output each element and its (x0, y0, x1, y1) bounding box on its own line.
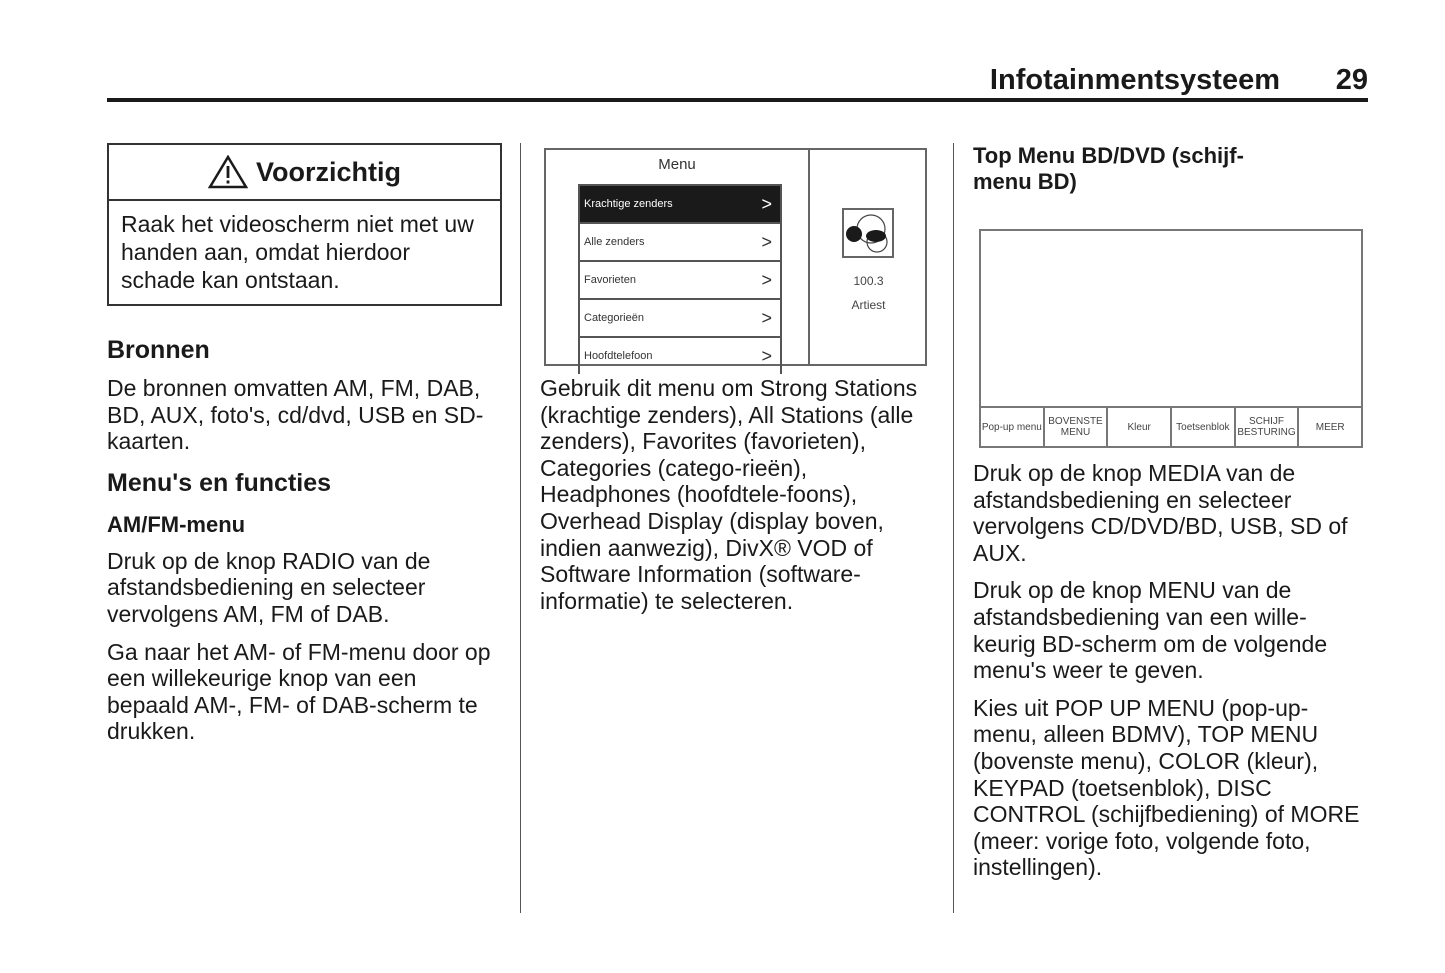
column-3 (973, 143, 1368, 881)
bronnen-paragraph: De bronnen omvatten AM, FM, DAB, BD, AUX, foto's, cd/dvd, USB en SD-kaarten. (107, 375, 484, 455)
menu-description-paragraph: Gebruik dit menu om Strong Stations (krachtige zenders), All Stations (alle zenders), Favorites (favorieten), Categories (catego-rieën), Headphones (hoofdtele-foons), Overhead Display (display boven, indien aanwezig), DivX® VOD of Software Information (software-informatie) te selecteren. (540, 375, 918, 614)
menu-item-categorieen[interactable]: Categorieën > (580, 298, 780, 336)
keypad-button[interactable]: Toetsenblok (1172, 408, 1236, 446)
column-1 (107, 143, 502, 745)
menu-item-favorieten[interactable]: Favorieten > (580, 260, 780, 298)
subheading-amfm: AM/FM-menu (107, 511, 246, 537)
chevron-right-icon: > (761, 345, 772, 366)
column-2 (540, 143, 930, 614)
album-art-icon (842, 208, 894, 258)
menu-item-krachtige-zenders[interactable]: Krachtige zenders > (580, 184, 780, 222)
column-divider (520, 143, 521, 913)
frequency-label: 100.3 (853, 274, 884, 288)
menu-item-alle-zenders[interactable]: Alle zenders > (580, 222, 780, 260)
media-paragraph: Druk op de knop MEDIA van de afstandsbediening en selecteer vervolgens CD/DVD/BD, USB, SD of AUX. (973, 460, 1348, 566)
popup-menu-button[interactable]: Pop-up menu (981, 408, 1045, 446)
more-button[interactable]: MEER (1315, 421, 1345, 433)
chevron-right-icon: > (761, 231, 772, 252)
amfm-paragraph-2: Ga naar het AM- of FM-menu door op een willekeurige knop van een bepaald AM-, FM- of DAB-scherm te drukken. (107, 638, 491, 745)
section-heading-menus: Menu's en functies (107, 468, 332, 497)
amfm-paragraph-1: Druk op de knop RADIO van de afstandsbediening en selecteer vervolgens AM, FM of DAB. (107, 547, 431, 627)
column-divider (953, 143, 954, 913)
section-heading-top-menu: Top Menu BD/DVD (schijf-menu BD) (973, 143, 1244, 194)
chapter-title: Infotainmentsysteem (989, 64, 1280, 96)
color-button[interactable]: Kleur (1108, 408, 1172, 446)
top-menu-button[interactable]: BOVENSTE MENU (1045, 408, 1109, 446)
menu-title: Menu (658, 156, 696, 173)
page-number: 29 (1335, 64, 1368, 96)
artist-label: Artiest (851, 298, 886, 312)
caution-header (109, 145, 500, 201)
chevron-right-icon: > (761, 307, 772, 328)
warning-triangle-icon (208, 155, 248, 189)
caution-text: Raak het videoscherm niet met uw handen aan, omdat hierdoor schade kan ontstaan. (121, 211, 474, 293)
screen-divider (808, 150, 810, 364)
chevron-right-icon: > (761, 269, 772, 290)
header-rule (107, 98, 1368, 102)
menu-item-hoofdtelefoon[interactable]: Hoofdtelefoon > (580, 336, 780, 374)
radio-menu-screen-illustration (544, 148, 927, 366)
chevron-right-icon: > (761, 193, 772, 214)
section-heading-bronnen: Bronnen (107, 336, 210, 364)
caution-box (107, 143, 502, 306)
page-header (107, 60, 1368, 102)
disc-control-button[interactable]: SCHIJF BESTURING (1236, 408, 1300, 446)
bd-menu-screen-illustration (979, 229, 1363, 448)
menu-paragraph: Druk op de knop MENU van de afstandsbediening van een wille-keurig BD-scherm om de volgende menu's weer te geven. (973, 577, 1328, 684)
options-paragraph: Kies uit POP UP MENU (pop-up-menu, alleen BDMV), TOP MENU (bovenste menu), COLOR (kleur), KEYPAD (toetsenblok), DISC CONTROL (schijfbediening) of MORE (meer: vorige foto, volgende foto, instellingen). (973, 694, 1360, 881)
menu-list (578, 184, 782, 374)
bd-button-bar (981, 406, 1361, 446)
caution-title: Voorzichtig (256, 156, 401, 187)
